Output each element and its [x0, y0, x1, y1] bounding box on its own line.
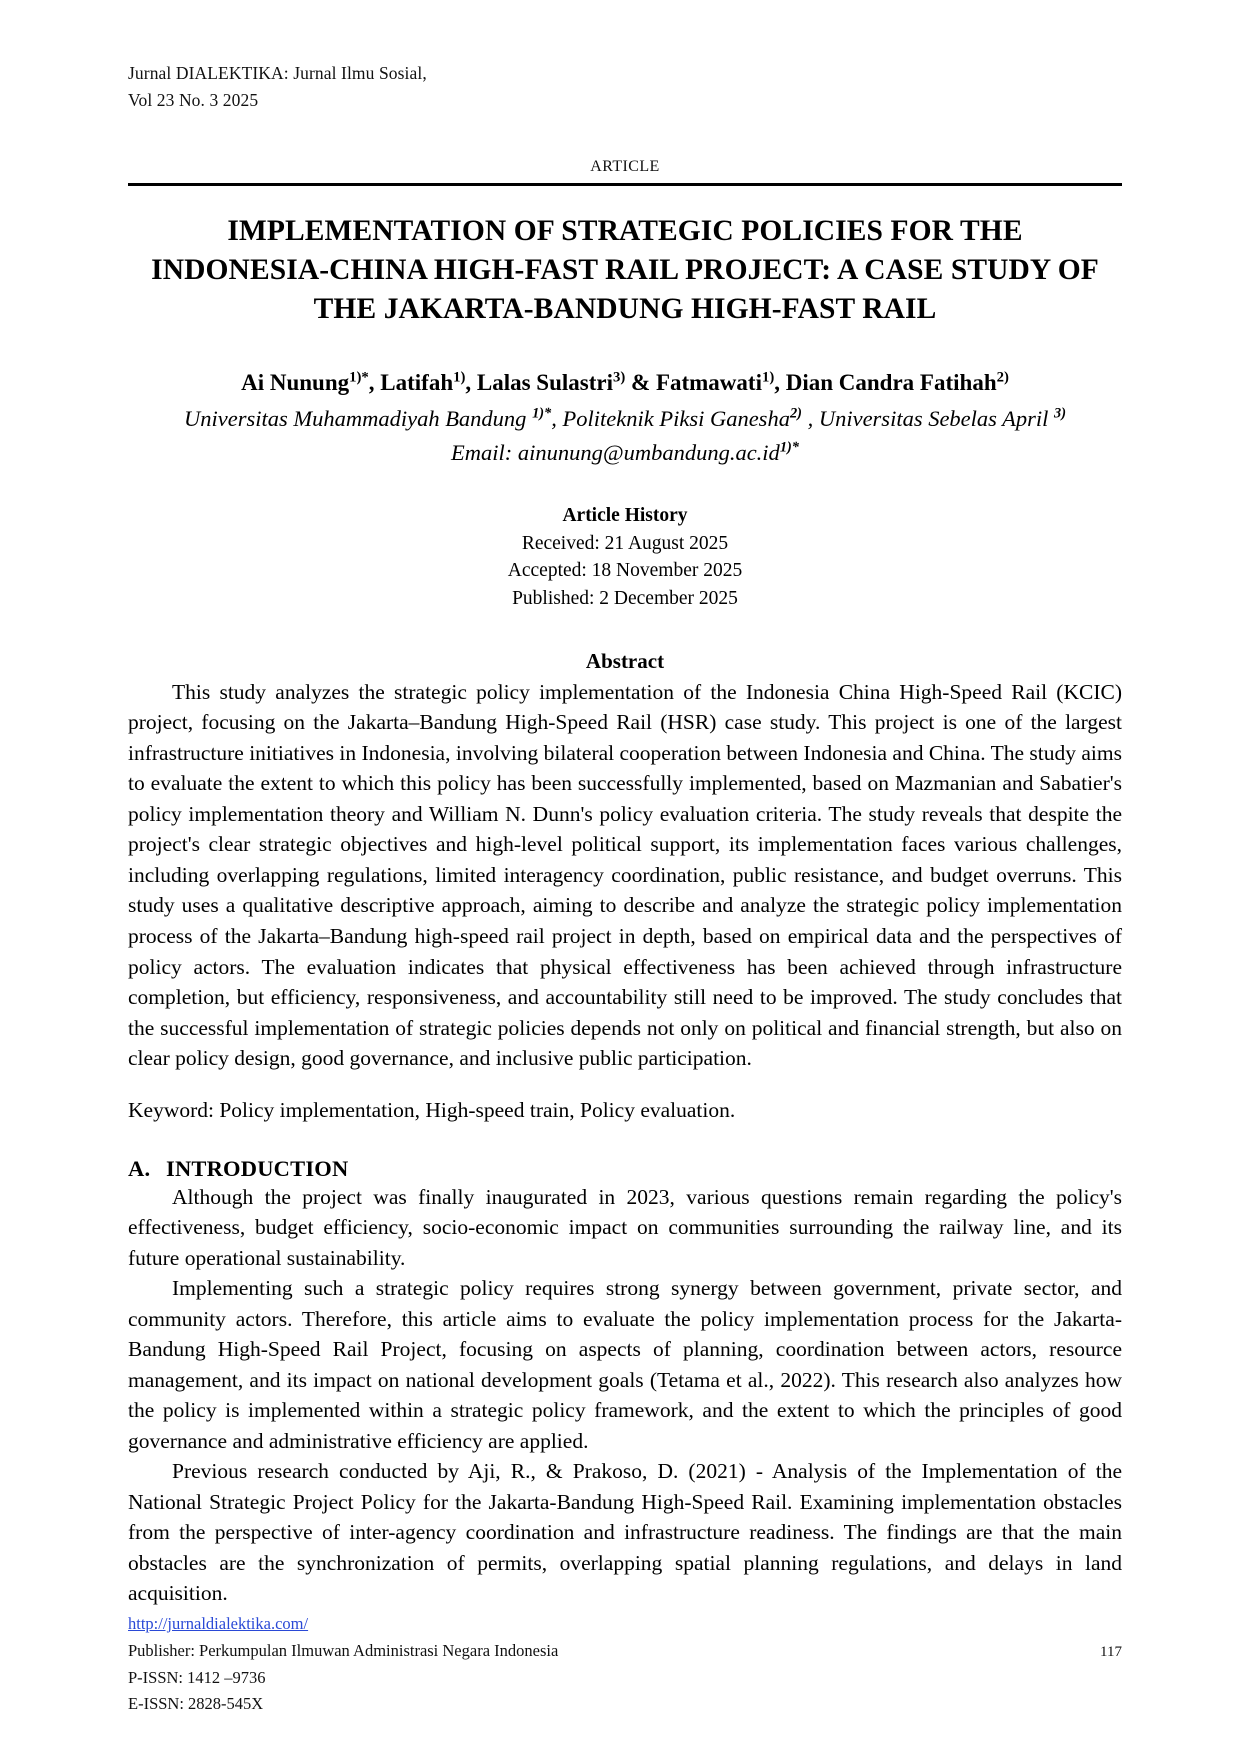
affiliation-marker: 1)*: [532, 405, 552, 422]
author-separator: ,: [774, 370, 786, 396]
article-history: [128, 502, 1122, 613]
page-title: [128, 212, 1122, 329]
affiliation-separator: ,: [551, 406, 563, 432]
author-affiliation-marker: 2): [996, 369, 1009, 386]
header-divider: [128, 183, 1122, 186]
introduction-paragraph-2: Implementing such a strategic policy requires strong synergy between government, private sector, and community actors. Therefore, this article aims to evaluate the policy implementation process for the Jakarta-Bandung High-Speed Rail Project, focusing on aspects of planning, coordination between actors, resource management, and its impact on national development goals (Tetama et al., 2022). This research also analyzes how the policy is implemented within a strategic policy framework, and the extent to which the principles of good governance and administrative efficiency are applied.: [128, 1276, 1122, 1453]
footer-publisher-row: [128, 1638, 1122, 1665]
publisher-text: Publisher: Perkumpulan Ilmuwan Administrasi Negara Indonesia: [128, 1640, 559, 1660]
affiliation-marker: 3): [1054, 405, 1067, 422]
email-address[interactable]: ainunung@umbandung.ac.id: [517, 439, 780, 465]
author-affiliation-marker: 1)*: [349, 369, 369, 386]
author-separator: ,: [465, 370, 477, 396]
article-history-published: Published: 2 December 2025: [512, 588, 738, 610]
article-history-received: Received: 21 August 2025: [521, 532, 729, 554]
author-name: Latifah: [380, 370, 454, 396]
running-head: [128, 60, 1122, 114]
keywords-line: Keyword: Policy implementation, High-speed train, Policy evaluation.: [128, 1098, 736, 1123]
affiliation-separator: ,: [801, 406, 819, 432]
abstract-body: This study analyzes the strategic policy implementation of the Indonesia China High-Speed Rail (KCIC) project, focusing on the Jakarta–Bandung High-Speed Rail (HSR) case study. This project is one of the largest infrastructure initiatives in Indonesia, involving bilateral cooperation between Indonesia and China. The study aims to evaluate the extent to which this policy has been successfully implemented, based on Mazmanian and Sabatier's policy implementation theory and William N. Dunn's policy evaluation criteria. The study reveals that despite the project's clear strategic objectives and high-level political support, its implementation faces various challenges, including overlapping regulations, limited interagency coordination, public resistance, and budget overruns. This study uses a qualitative descriptive approach, aiming to describe and analyze the strategic policy implementation process of the Jakarta–Bandung high-speed rail project in depth, based on empirical data and the perspectives of policy actors. The evaluation indicates that physical effectiveness has been achieved through infrastructure completion, but efficiency, responsiveness, and accountability still need to be improved. The study concludes that the successful implementation of strategic policies depends not only on political and financial strength, but also on clear policy design, good governance, and inclusive public participation.: [128, 679, 1122, 1071]
author-name: Fatmawati: [655, 370, 762, 396]
author-name: Lalas Sulastri: [476, 370, 613, 396]
running-head-line-2: Vol 23 No. 3 2025: [128, 90, 259, 111]
author-separator: &: [625, 370, 656, 396]
title-line-2: INDONESIA-CHINA HIGH-FAST RAIL PROJECT: A CASE STUDY OF: [151, 254, 1099, 287]
introduction-paragraph-3: Previous research conducted by Aji, R., & Prakoso, D. (2021) - Analysis of the Implementation of the National Strategic Project Policy for the Jakarta-Bandung High-Speed Rail. Examining implementation obstacles from the perspective of inter-agency coordination and infrastructure readiness. The findings are that the main obstacles are the synchronization of permits, overlapping spatial planning regulations, and delays in land acquisition.: [128, 1459, 1122, 1606]
author-affiliation-marker: 1): [453, 369, 466, 386]
corresponding-email: [128, 437, 1122, 469]
author-name: Dian Candra Fatihah: [785, 370, 997, 396]
article-history-heading: Article History: [562, 505, 688, 527]
title-line-1: IMPLEMENTATION OF STRATEGIC POLICIES FOR THE: [227, 215, 1023, 248]
title-line-3: THE JAKARTA-BANDUNG HIGH-FAST RAIL: [313, 293, 937, 326]
affiliation-marker: 2): [789, 405, 802, 422]
affiliation-name: Universitas Sebelas April: [818, 406, 1055, 432]
author-separator: ,: [368, 370, 381, 396]
email-label: Email:: [451, 439, 518, 465]
article-type-label: ARTICLE: [590, 158, 660, 176]
affiliation-name: Universitas Muhammadiyah Bandung: [183, 406, 533, 432]
affiliation-name: Politeknik Piksi Ganesha: [562, 406, 790, 432]
section-heading-introduction: [128, 1156, 1122, 1182]
page-footer: [128, 1611, 1122, 1718]
author-affiliation-marker: 3): [613, 369, 626, 386]
footer-url-row: [128, 1611, 1122, 1638]
p-issn: P-ISSN: 1412 –9736: [128, 1667, 266, 1687]
author-name: Ai Nunung: [241, 370, 350, 396]
section-letter: A.: [128, 1155, 151, 1181]
e-issn: E-ISSN: 2828-545X: [128, 1694, 264, 1714]
section-title: INTRODUCTION: [166, 1155, 349, 1181]
author-list: [128, 367, 1122, 398]
page-number: 117: [1100, 1643, 1122, 1660]
author-affiliation-marker: 1): [761, 369, 775, 386]
article-history-accepted: Accepted: 18 November 2025: [507, 560, 743, 582]
running-head-line-1: Jurnal DIALEKTIKA: Jurnal Ilmu Sosial,: [128, 63, 427, 83]
email-affiliation-marker: 1)*: [779, 439, 799, 456]
abstract-heading: Abstract: [585, 648, 665, 673]
introduction-paragraph-1: Although the project was finally inaugurated in 2023, various questions remain regarding the policy's effectiveness, budget efficiency, socio-economic impact on communities surrounding the railway line, and its future operational sustainability.: [128, 1184, 1122, 1270]
affiliation-list: [128, 403, 1122, 435]
journal-url-link[interactable]: http://jurnaldialektika.com/: [128, 1614, 309, 1634]
